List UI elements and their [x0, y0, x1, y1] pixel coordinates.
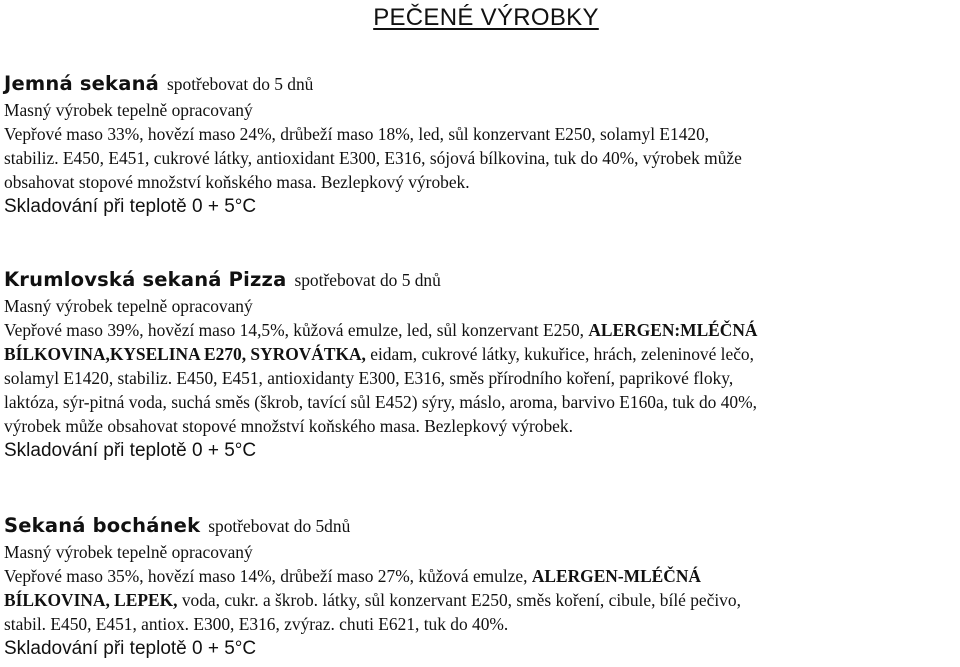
product-validity: spotřebovat do 5 dnů — [294, 270, 441, 290]
product-krumlovska-sekana-pizza — [4, 266, 956, 464]
ingredients-line — [4, 318, 956, 342]
product-heading — [4, 266, 956, 294]
ingredients-line: obsahovat stopové množství koňského masa. Bezlepkový výrobek. — [4, 172, 470, 192]
ingredients-line: výrobek může obsahovat stopové množství koňského masa. Bezlepkový výrobek. — [4, 416, 573, 436]
ingredients-line — [4, 588, 956, 612]
ingredients-line — [4, 564, 956, 588]
storage-note: Skladování při teplotě 0 + 5°C — [4, 440, 257, 461]
product-name: Jemná sekaná — [4, 72, 160, 95]
ingredients-line — [4, 342, 956, 366]
ingredients-text: eidam, cukrové látky, kukuřice, hrách, zeleninové lečo, — [365, 344, 754, 364]
page-title: PEČENÉ VÝROBKY — [373, 4, 599, 31]
ingredients-text: Vepřové maso 35%, hovězí maso 14%, drůbeží maso 27%, kůžová emulze, — [4, 566, 532, 586]
product-type: Masný výrobek tepelně opracovaný — [4, 542, 253, 562]
ingredients-line: stabiliz. E450, E451, cukrové látky, antioxidant E300, E316, sójová bílkovina, tuk do 40%, výrobek může — [4, 148, 742, 168]
product-validity: spotřebovat do 5 dnů — [167, 74, 314, 94]
ingredients-text: voda, cukr. a škrob. látky, sůl konzervant E250, směs koření, cibule, bílé pečivo, — [177, 590, 741, 610]
product-name: Krumlovská sekaná Pizza — [4, 268, 287, 291]
ingredients-text: Vepřové maso 39%, hovězí maso 14,5%, kůžová emulze, led, sůl konzervant E250, — [4, 320, 589, 340]
ingredients-line: solamyl E1420, stabiliz. E450, E451, antioxidanty E300, E316, směs přírodního koření, paprikové floky, — [4, 368, 734, 388]
product-heading — [4, 512, 956, 540]
allergen-text: BÍLKOVINA, LEPEK, — [4, 590, 178, 610]
product-heading — [4, 70, 956, 98]
product-type: Masný výrobek tepelně opracovaný — [4, 100, 253, 120]
ingredients-line: laktóza, sýr-pitná voda, suchá směs (škrob, tavící sůl E452) sýry, máslo, aroma, barvivo E160a, tuk do 40%, — [4, 392, 757, 412]
ingredients-line: Vepřové maso 33%, hovězí maso 24%, drůbeží maso 18%, led, sůl konzervant E250, solamyl E1420, — [4, 124, 710, 144]
allergen-text: ALERGEN:MLÉČNÁ — [588, 320, 758, 340]
storage-note: Skladování při teplotě 0 + 5°C — [4, 196, 257, 217]
ingredients-line: stabil. E450, E451, antiox. E300, E316, zvýraz. chuti E621, tuk do 40%. — [4, 614, 509, 634]
product-validity: spotřebovat do 5dnů — [208, 516, 351, 536]
product-sekana-bochanek — [4, 512, 956, 662]
product-type: Masný výrobek tepelně opracovaný — [4, 296, 253, 316]
storage-note: Skladování při teplotě 0 + 5°C — [4, 638, 257, 659]
allergen-text: ALERGEN-MLÉČNÁ — [531, 566, 701, 586]
product-jemna-sekana — [4, 70, 956, 220]
allergen-text: BÍLKOVINA,KYSELINA E270, SYROVÁTKA, — [4, 344, 366, 364]
product-name: Sekaná bochánek — [4, 514, 201, 537]
